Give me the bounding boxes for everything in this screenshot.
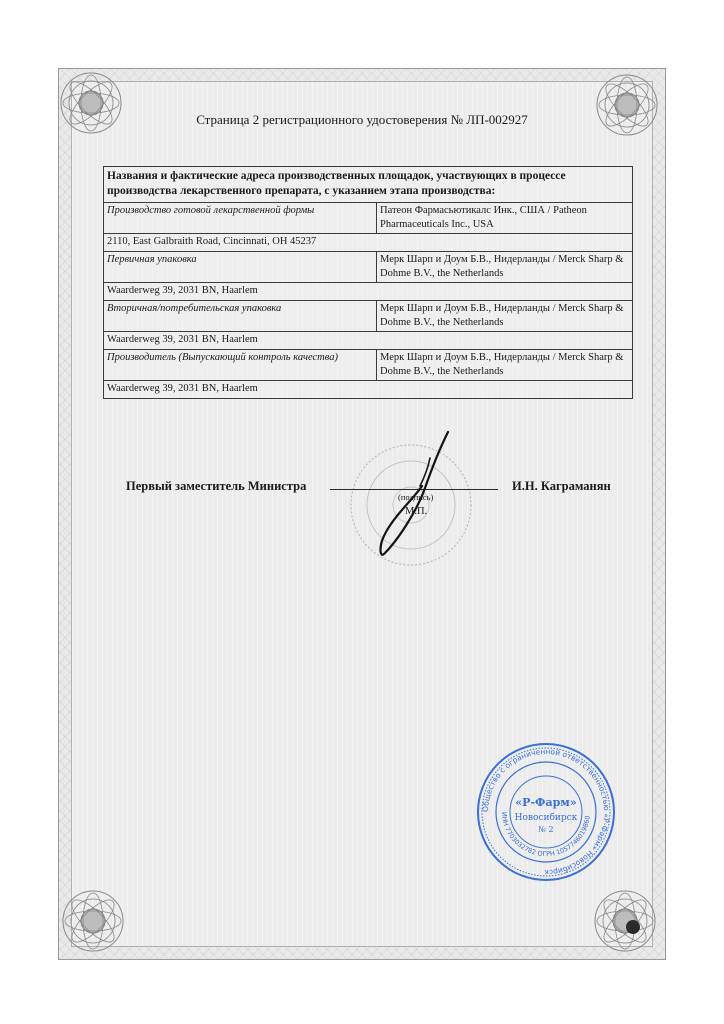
manufacturer-cell: Мерк Шарп и Доум Б.В., Нидерланды / Merck Sharp & Dohme B.V., the Netherlands [377, 350, 633, 381]
hole-punch-mark [626, 920, 640, 934]
stage-cell: Первичная упаковка [104, 252, 377, 283]
address-cell: Waarderweg 39, 2031 BN, Haarlem [104, 332, 633, 350]
table-row [104, 350, 633, 381]
table-row [104, 203, 633, 234]
corner-rosette-icon [58, 886, 128, 956]
handwritten-signature [370, 428, 470, 560]
corner-rosette-icon [590, 886, 660, 956]
company-seal [474, 740, 618, 884]
seal-place-label: М.П. [405, 506, 428, 517]
address-cell: Waarderweg 39, 2031 BN, Haarlem [104, 381, 633, 399]
manufacturer-cell: Мерк Шарп и Доум Б.В., Нидерланды / Merck Sharp & Dohme B.V., the Netherlands [377, 252, 633, 283]
manufacturing-sites-table [103, 166, 633, 399]
address-cell: 2110, East Galbraith Road, Cincinnati, OH 45237 [104, 234, 633, 252]
signatory-name: И.Н. Каграманян [512, 479, 611, 493]
signatory-position: Первый заместитель Министра [126, 479, 307, 493]
seal-bottom-text: ИНН 7703032782 ОГРН 1057746019860 [499, 811, 592, 859]
table-row [104, 234, 633, 252]
seal-center-name: «Р-Фарм» [515, 796, 577, 809]
stage-cell: Производитель (Выпускающий контроль качества) [104, 350, 377, 381]
table-title: Названия и фактические адреса производственных площадок, участвующих в процессе производства лекарственного препарата, с указанием этапа производства: [104, 167, 633, 203]
table-row [104, 332, 633, 350]
page-header: Страница 2 регистрационного удостоверения № ЛП-002927 [196, 112, 528, 127]
table-row [104, 381, 633, 399]
address-cell: Waarderweg 39, 2031 BN, Haarlem [104, 283, 633, 301]
table-title-row [104, 167, 633, 203]
table-row [104, 283, 633, 301]
manufacturer-cell: Патеон Фармасьютикалс Инк., США / Patheon Pharmaceuticals Inc., USA [377, 203, 633, 234]
signature-caption: (подпись) [398, 492, 434, 502]
stage-cell: Производство готовой лекарственной формы [104, 203, 377, 234]
seal-center-city: Новосибирск [514, 813, 578, 823]
stage-cell: Вторичная/потребительская упаковка [104, 301, 377, 332]
seal-center-number: № 2 [538, 825, 554, 834]
table-row [104, 252, 633, 283]
manufacturer-cell: Мерк Шарп и Доум Б.В., Нидерланды / Merck Sharp & Dohme B.V., the Netherlands [377, 301, 633, 332]
seal-outer-text: Общество с ограниченной ответственностью «Р-Фарм» Новосибирск [480, 746, 612, 878]
corner-rosette-icon [592, 70, 662, 140]
table-row [104, 301, 633, 332]
